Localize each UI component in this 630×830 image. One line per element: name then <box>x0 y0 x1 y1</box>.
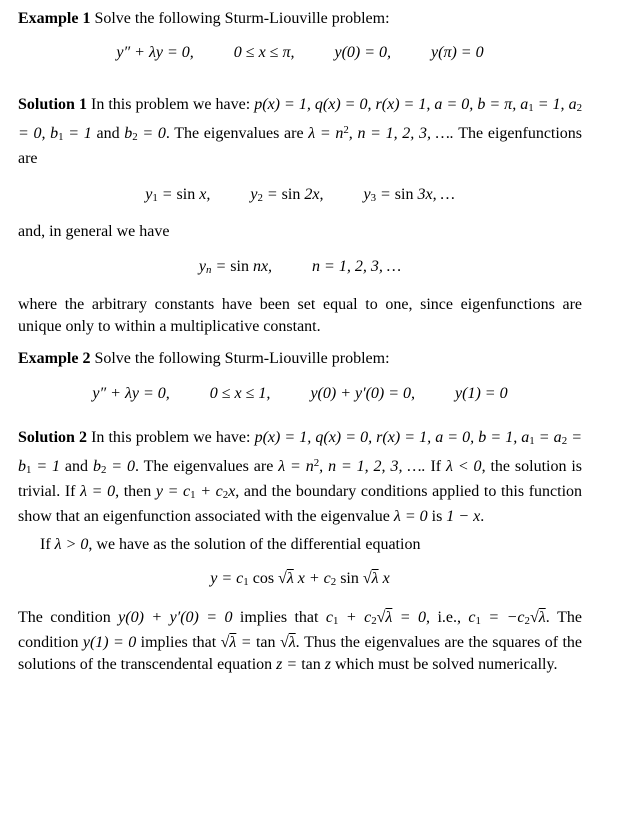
text-segment: 3x, … <box>413 186 455 204</box>
text-segment: 1 <box>152 192 158 205</box>
text-segment: tan <box>301 656 325 674</box>
text-segment <box>170 385 210 402</box>
text-segment: b <box>124 125 133 143</box>
text-segment: p(x) = 1, q(x) = 0, r(x) = 1, a = 0, b = π, a <box>254 96 529 113</box>
text-segment: 1 − x <box>446 507 481 525</box>
general-eigenfunction-equation <box>18 256 582 281</box>
text-segment: Example 2 <box>18 349 91 367</box>
text-segment: , i.e., <box>426 609 469 627</box>
text-segment: = <box>376 186 395 204</box>
text-segment: y(0) + y′(0) = 0, <box>310 384 416 402</box>
text-segment: y = c <box>155 482 191 500</box>
text-segment: 2x, <box>300 186 324 204</box>
text-segment: y(1) = 0 <box>82 634 137 652</box>
text-segment: 2 <box>257 192 263 205</box>
text-segment: In this problem we have: <box>87 428 255 446</box>
text-segment: nx, <box>248 258 273 276</box>
text-segment: = 1 <box>63 125 92 143</box>
text-segment <box>270 385 310 402</box>
text-segment: 2 <box>343 124 349 137</box>
text-segment: . The condition <box>18 609 582 652</box>
text-segment: 1 <box>529 434 535 447</box>
text-segment: 2 <box>561 434 568 447</box>
text-segment: √ <box>278 569 287 587</box>
text-segment: is <box>427 507 447 525</box>
text-segment: = 0 <box>106 457 135 475</box>
text-segment: 1 <box>190 488 196 501</box>
text-segment: . The eigenvalues are <box>165 125 309 143</box>
text-segment: c <box>325 609 333 627</box>
text-segment: y″ + λy = 0, <box>92 384 170 402</box>
text-segment: n <box>206 264 212 277</box>
text-segment: = <box>236 634 256 652</box>
text-segment: λ <box>371 569 379 587</box>
text-segment: . Thus the eigenvalues are the squares of the solutions of the transcendental equation <box>18 634 583 674</box>
text-segment: 1 <box>528 102 534 115</box>
text-segment: In this problem we have: <box>86 96 255 113</box>
text-segment: y(1) = 0 <box>455 384 508 402</box>
text-segment: n = 1, 2, 3, … <box>312 258 402 276</box>
text-segment: 1 <box>58 131 64 144</box>
text-segment: = −c <box>480 609 525 627</box>
text-segment: p(x) = 1, q(x) = 0, r(x) = 1, a = 0, b = 1, a <box>254 428 530 446</box>
text-segment: 2 <box>330 576 337 589</box>
text-segment: 1 <box>26 463 32 476</box>
text-segment: and <box>60 457 93 475</box>
text-segment: 1 <box>243 576 249 589</box>
text-segment: λ <box>229 634 237 652</box>
text-segment: . The eigenvalues are <box>134 457 279 475</box>
text-segment: λ = 0 <box>393 507 428 525</box>
solution1-paragraph <box>18 94 582 170</box>
text-segment: cos <box>248 569 279 587</box>
text-segment: Solve the following Sturm-Liouville problem: <box>90 349 390 367</box>
text-segment: 2 <box>132 131 138 144</box>
text-segment: λ <box>385 609 393 627</box>
example2-heading <box>18 348 582 370</box>
text-segment: , we have as the solution of the differential equation <box>88 535 421 553</box>
text-segment: λ < 0 <box>446 457 482 475</box>
text-segment: 2 <box>313 456 320 469</box>
lambda-positive-intro <box>18 534 582 556</box>
text-segment: z = <box>276 656 302 674</box>
text-segment: √ <box>529 609 539 627</box>
text-segment: where the arbitrary constants have been set equal to one, since eigenfunctions are unique only to within a multiplicative constant. <box>18 295 582 335</box>
text-segment <box>415 385 455 402</box>
text-segment: = 1 <box>31 457 61 475</box>
transcendental-conclusion-paragraph <box>18 607 582 676</box>
general-case-intro <box>18 221 582 243</box>
text-segment: y(0) = 0, <box>334 44 392 61</box>
text-segment: z <box>324 656 331 674</box>
text-segment: . <box>480 507 485 525</box>
text-segment: y = c <box>210 569 244 587</box>
text-segment: b <box>92 457 101 475</box>
text-segment: y(π) = 0 <box>431 44 484 61</box>
text-segment: and <box>91 125 125 143</box>
text-segment: y <box>363 186 371 204</box>
text-segment: which must be solved numerically. <box>330 656 558 674</box>
text-segment: , n = 1, 2, 3, …. <box>319 457 426 475</box>
text-segment: √ <box>362 569 372 587</box>
example2-problem-equation <box>18 383 582 405</box>
text-segment: λ = n <box>308 125 344 143</box>
text-segment: and, in general we have <box>18 223 170 241</box>
text-segment: c <box>468 609 476 627</box>
solution2-paragraph <box>18 427 582 528</box>
text-segment: sin <box>230 258 249 276</box>
text-segment <box>210 186 250 203</box>
text-segment: √ <box>220 634 230 652</box>
text-segment: 0 ≤ x ≤ 1, <box>209 384 271 402</box>
text-segment: = 0, b <box>18 125 59 143</box>
text-segment: Solve the following Sturm-Liouville problem: <box>90 10 390 27</box>
text-segment: = b <box>18 428 583 475</box>
text-segment: x, <box>195 186 211 204</box>
example1-problem-equation <box>18 42 582 64</box>
text-segment: , n = 1, 2, 3, …. <box>348 125 454 143</box>
text-segment: + c <box>338 609 372 627</box>
text-segment <box>194 44 234 61</box>
text-segment: 2 <box>371 615 377 628</box>
text-segment: y″ + λy = 0, <box>116 44 194 61</box>
text-segment: Solution 1 <box>18 96 87 113</box>
text-segment: √ <box>279 634 289 652</box>
text-segment: y <box>198 258 207 276</box>
text-segment: 2 <box>524 615 530 628</box>
text-segment <box>391 44 431 61</box>
text-segment: implies that <box>232 609 326 627</box>
text-segment: tan <box>255 634 280 652</box>
text-segment: Example 1 <box>18 10 91 27</box>
text-segment: , and the boundary conditions applied to this function show that an eigenfunction associated with the eigenvalue <box>18 482 583 525</box>
eigenfunctions-equation <box>18 184 582 209</box>
text-segment: λ <box>538 609 546 627</box>
text-segment: Solution 2 <box>18 428 87 446</box>
text-segment: y(0) + y′(0) = 0 <box>118 609 233 627</box>
text-segment: 2 <box>576 102 583 115</box>
text-segment: y <box>250 186 258 204</box>
general-solution-equation <box>18 568 582 593</box>
text-segment: sin <box>336 569 363 587</box>
text-segment: 1 <box>475 615 481 628</box>
text-segment: λ <box>286 569 294 587</box>
text-segment <box>272 258 312 275</box>
text-segment: = 1, a <box>533 96 577 113</box>
text-segment: = <box>211 258 231 276</box>
text-segment: λ > 0 <box>54 535 89 553</box>
constants-note-paragraph <box>18 294 582 338</box>
text-segment: x + c <box>293 569 331 587</box>
text-segment: λ = 0 <box>80 482 116 500</box>
text-segment <box>323 186 363 203</box>
text-segment: 0 ≤ x ≤ π, <box>233 44 295 61</box>
text-segment: √ <box>376 609 386 627</box>
text-segment: = a <box>534 428 562 446</box>
text-segment <box>294 44 334 61</box>
text-segment: x <box>378 569 390 587</box>
text-segment: , the solution is trivial. If <box>18 457 583 500</box>
text-segment: λ <box>288 634 296 652</box>
text-segment: sin <box>281 186 301 204</box>
text-segment: = 0 <box>137 125 166 143</box>
text-segment: 3 <box>370 192 376 205</box>
text-segment: = 0 <box>392 609 427 627</box>
text-segment: sin <box>176 186 196 204</box>
text-segment: The condition <box>18 609 119 627</box>
text-segment: 1 <box>333 615 339 628</box>
text-segment: y <box>145 186 153 204</box>
text-segment: x <box>228 482 236 500</box>
text-segment: sin <box>394 186 414 204</box>
text-segment: , then <box>115 482 156 500</box>
text-segment: 2 <box>222 488 229 501</box>
example1-heading <box>18 8 582 30</box>
text-segment: 2 <box>100 463 107 476</box>
text-segment: + c <box>195 482 223 500</box>
text-segment: = <box>262 186 282 204</box>
text-segment: λ = n <box>278 457 314 475</box>
text-segment: If <box>425 457 447 475</box>
text-segment: = <box>157 186 177 204</box>
text-segment: If <box>40 535 55 553</box>
text-segment: The eigenfunctions are <box>18 125 583 168</box>
text-segment: implies that <box>136 634 221 652</box>
